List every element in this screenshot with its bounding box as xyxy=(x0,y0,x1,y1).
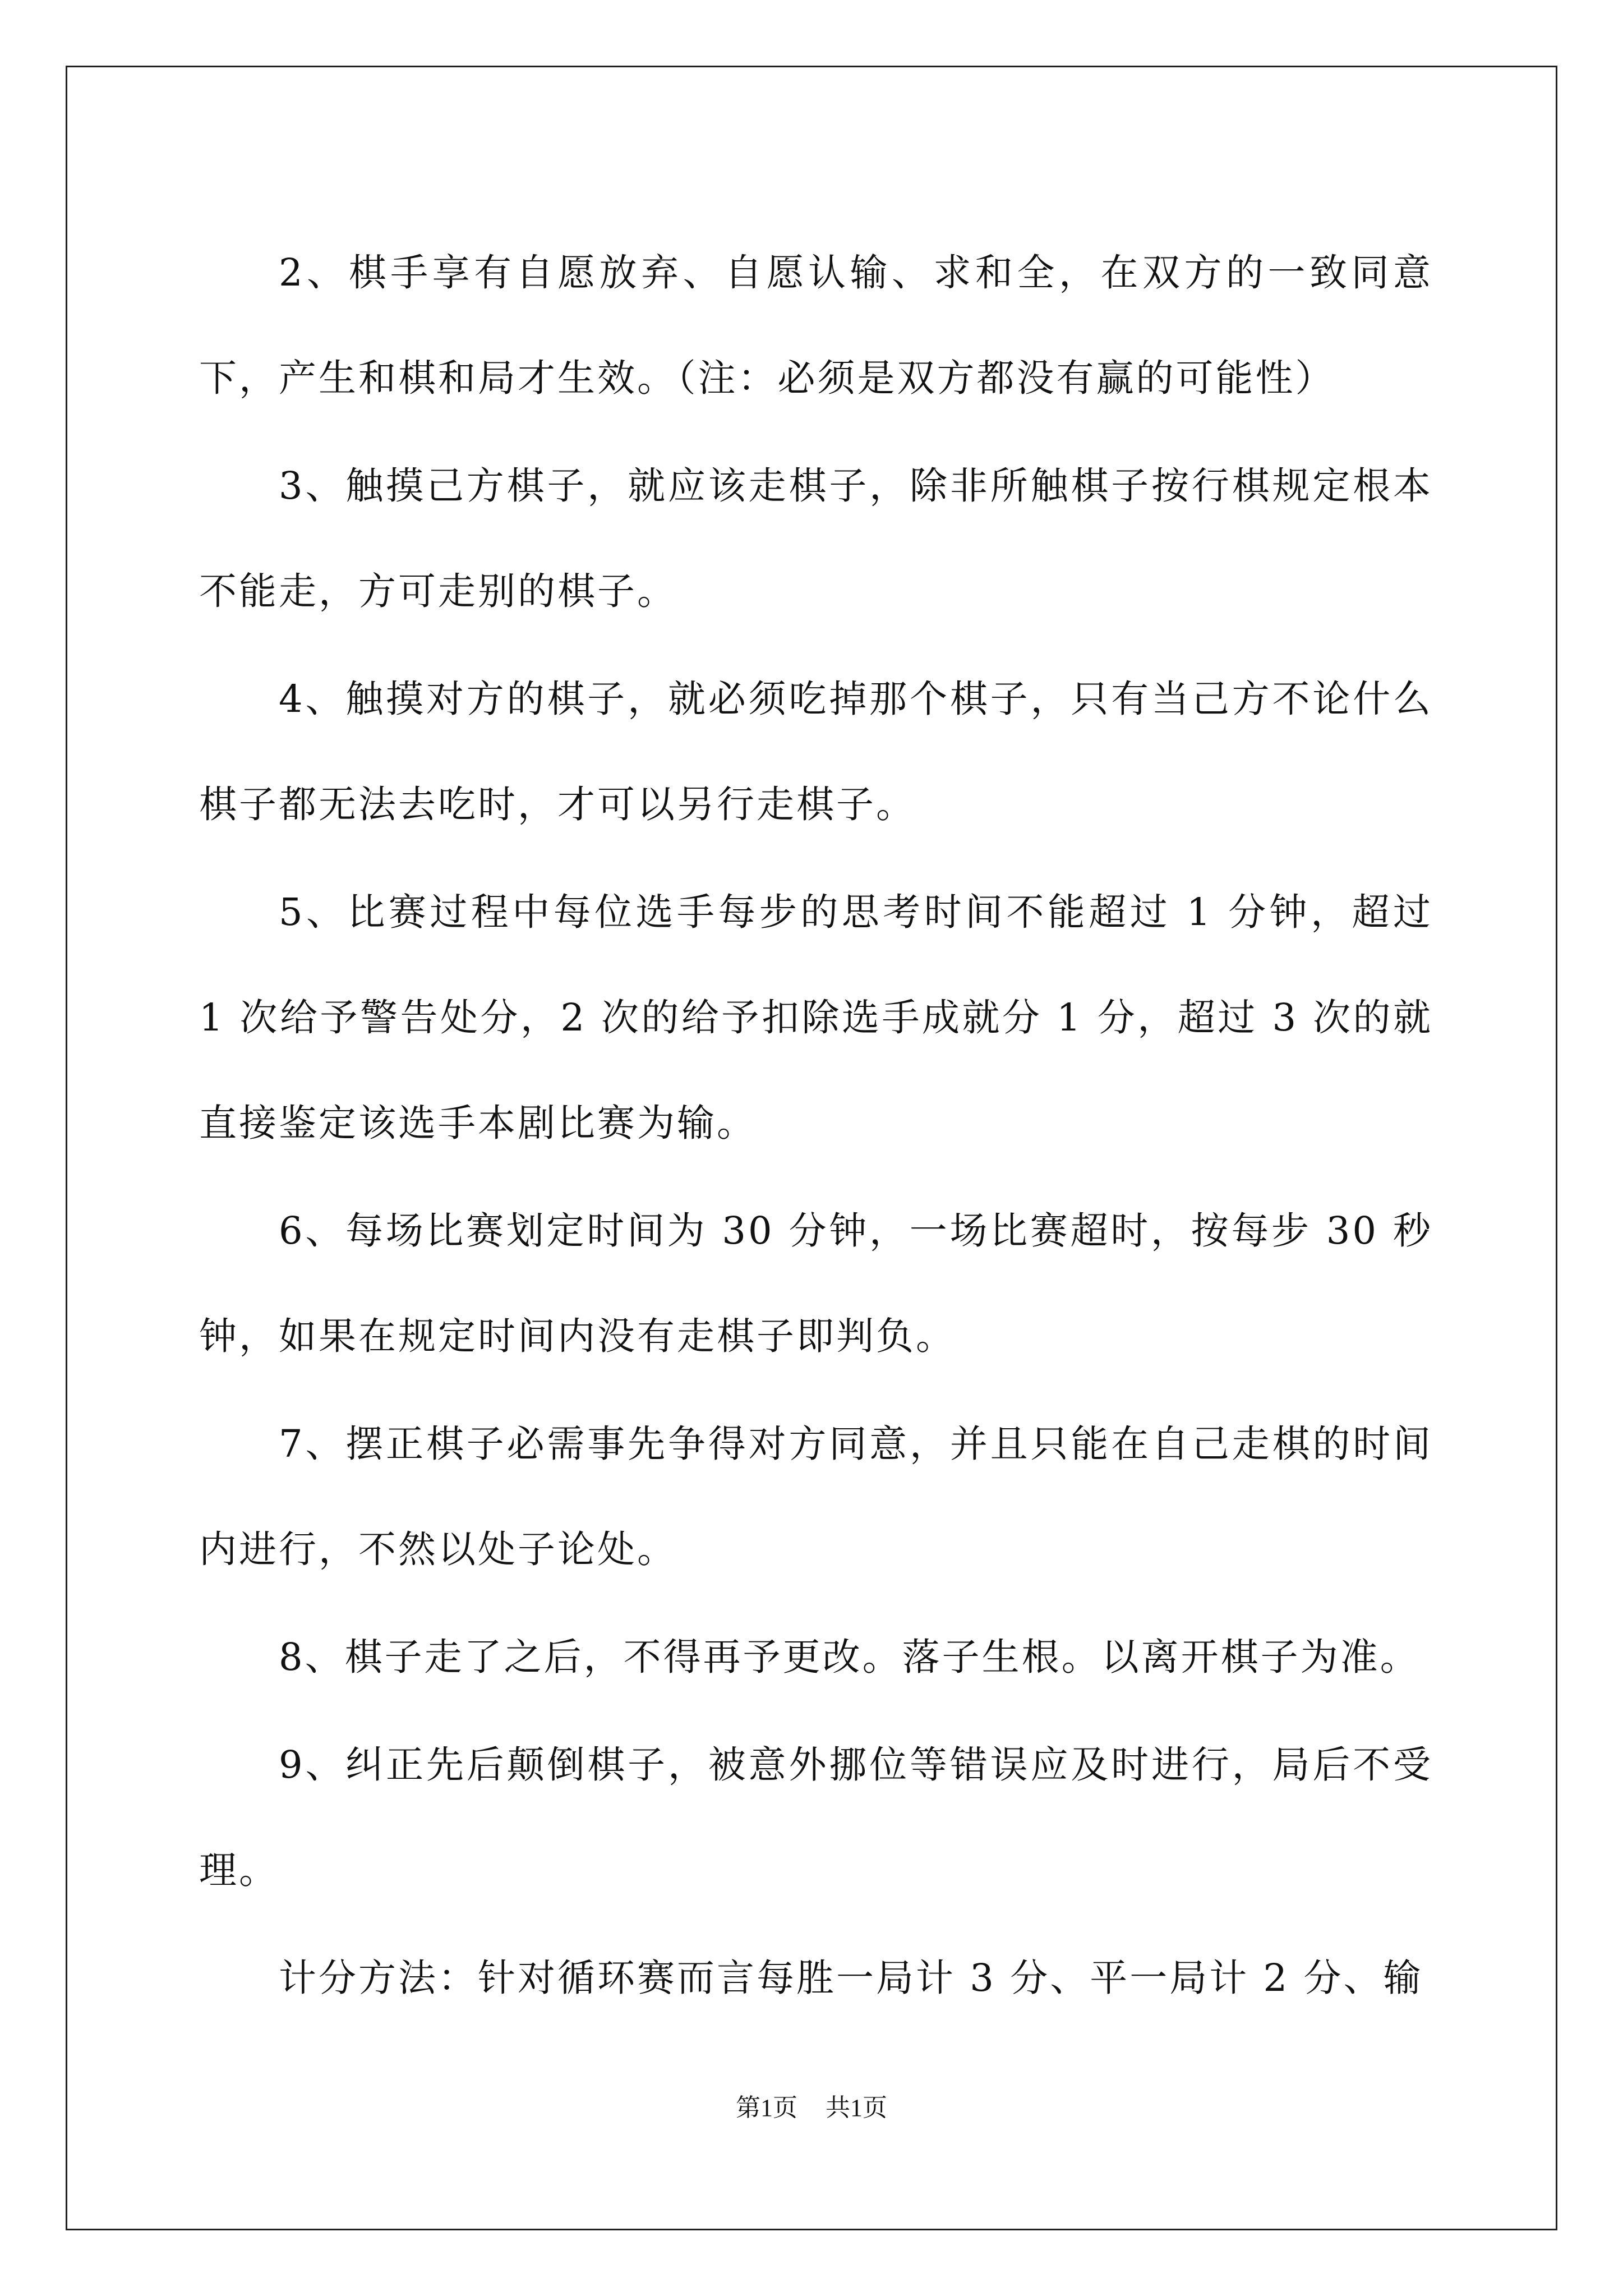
page-total: 共1页 xyxy=(826,2094,887,2122)
paragraph-rule-7: 7、摆正棋子必需事先争得对方同意，并且只能在自己走棋的时间内进行，不然以处子论处。 xyxy=(199,1422,1433,1571)
paragraph-rule-4: 4、触摸对方的棋子，就必须吃掉那个棋子，只有当己方不论什么棋子都无法去吃时，才可以另行走棋子。 xyxy=(199,677,1433,826)
paragraph-rule-2: 2、棋手享有自愿放弃、自愿认输、求和全，在双方的一致同意下，产生和棋和局才生效。（注：必须是双方都没有赢的可能性） xyxy=(199,251,1433,400)
paragraph-rule-6: 6、每场比赛划定时间为 30 分钟，一场比赛超时，按每步 30 秒钟，如果在规定时间内没有走棋子即判负。 xyxy=(199,1209,1433,1358)
paragraph-rule-8: 8、棋子走了之后，不得再予更改。落子生根。以离开棋子为准。 xyxy=(279,1635,1420,1679)
paragraph-rule-9: 9、纠正先后颠倒棋子，被意外挪位等错误应及时进行，局后不受理。 xyxy=(199,1743,1433,1892)
paragraph-rule-5: 5、比赛过程中每位选手每步的思考时间不能超过 1 分钟，超过 1 次给予警告处分，2 次的给予扣除选手成就分 1 分，超过 3 次的就直接鉴定该选手本剧比赛为输。 xyxy=(199,890,1433,1145)
paragraph-rule-3: 3、触摸己方棋子，就应该走棋子，除非所触棋子按行棋规定根本不能走，方可走别的棋子。 xyxy=(199,464,1433,613)
document-body xyxy=(199,220,1433,2031)
page-footer xyxy=(0,2091,1623,2125)
page-number: 第1页 xyxy=(736,2094,797,2122)
paragraph-scoring-method: 计分方法：针对循环赛而言每胜一局计 3 分、平一局计 2 分、输 xyxy=(279,1956,1423,2000)
